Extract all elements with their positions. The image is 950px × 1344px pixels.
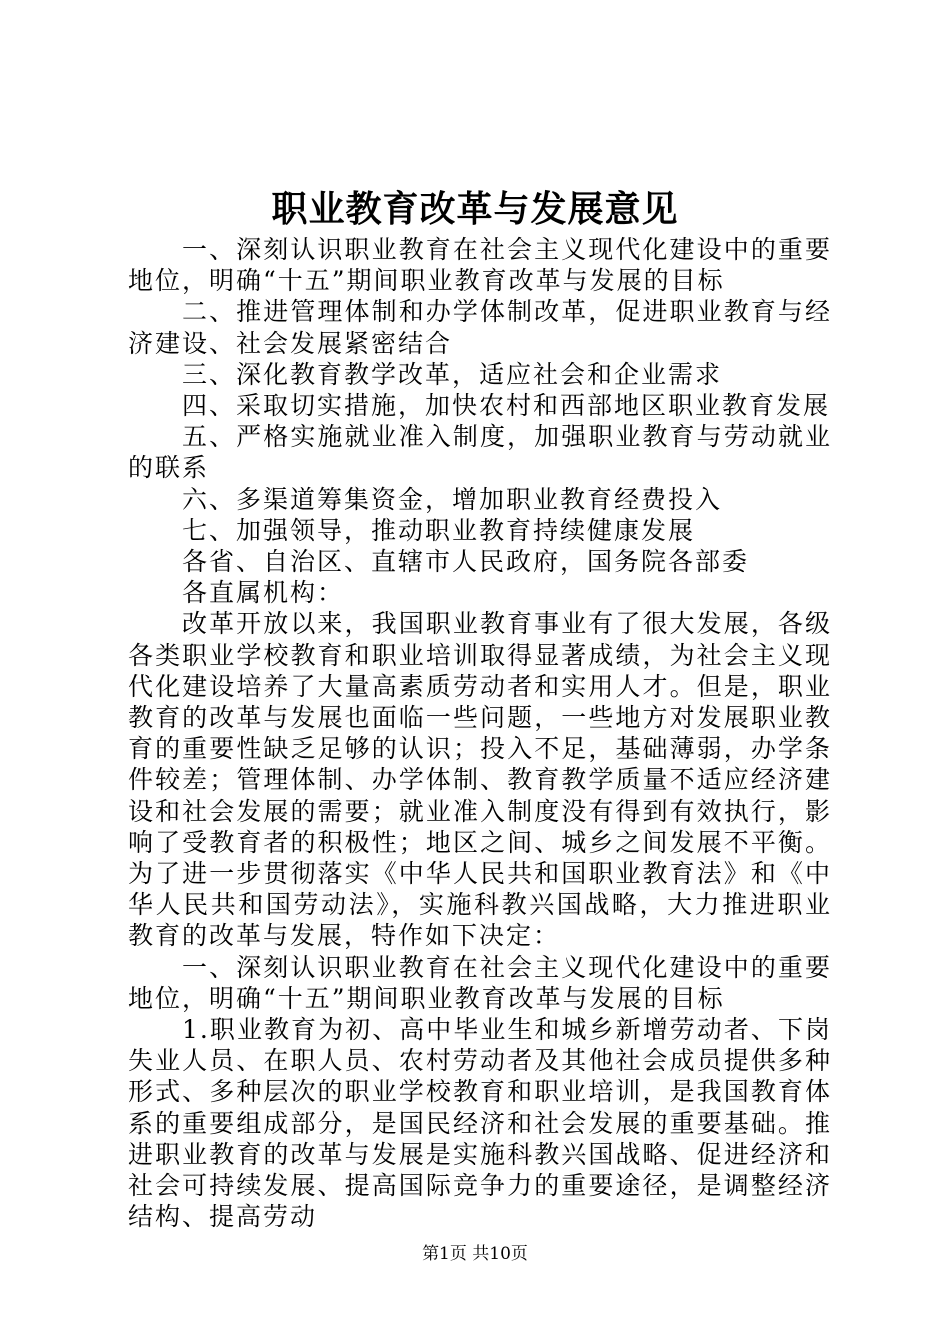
document-title: 职业教育改革与发展意见 bbox=[271, 188, 679, 230]
paragraph-addressees: 各省、自治区、直辖市人民政府，国务院各部委 bbox=[182, 547, 750, 577]
paragraph-item-1: 1.职业教育为初、高中毕业生和城乡新增劳动者、下岗失业人员、在职人员、农村劳动者及其他社会成员提供多种形式、多种层次的职业学校教育和职业培训，是我国教育体系的重要组成部分，是国民经济和社会发展的重要基础。推进职业教育的改革与发展是实施科教兴国战略、促进经济和社会可持续发展、提高国际竞争力的重要途径，是调整经济结构、提高劳动 bbox=[128, 1015, 832, 1232]
paragraph-introduction: 改革开放以来，我国职业教育事业有了很大发展，各级各类职业学校教育和职业培训取得显著成绩，为社会主义现代化建设培养了大量高素质劳动者和实用人才。但是，职业教育的改革与发展也面临一些问题，一些地方对发展职业教育的重要性缺乏足够的认识；投入不足，基础薄弱，办学条件较差；管理体制、办学体制、教育教学质量不适应经济建设和社会发展的需要；就业准入制度没有得到有效执行，影响了受教育者的积极性；地区之间、城乡之间发展不平衡。为了进一步贯彻落实《中华人民共和国职业教育法》和《中华人民共和国劳动法》，实施科教兴国战略，大力推进职业教育的改革与发展，特作如下决定： bbox=[128, 609, 832, 951]
page-number-footer: 第1页 共10页 bbox=[422, 1244, 528, 1264]
paragraph-section-1-heading: 一、深刻认识职业教育在社会主义现代化建设中的重要地位，明确“十五”期间职业教育改革与发展的目标 bbox=[128, 235, 832, 296]
paragraph-section-3-heading: 三、深化教育教学改革，适应社会和企业需求 bbox=[182, 359, 723, 389]
paragraph-section-2-heading: 二、推进管理体制和办学体制改革，促进职业教育与经济建设、社会发展紧密结合 bbox=[128, 297, 832, 358]
paragraph-section-5-heading: 五、严格实施就业准入制度，加强职业教育与劳动就业的联系 bbox=[128, 422, 832, 483]
paragraph-section-4-heading: 四、采取切实措施，加快农村和西部地区职业教育发展 bbox=[182, 391, 831, 421]
paragraph-section-7-heading: 七、加强领导，推动职业教育持续健康发展 bbox=[182, 515, 696, 545]
paragraph-section-1-title: 一、深刻认识职业教育在社会主义现代化建设中的重要地位，明确“十五”期间职业教育改革与发展的目标 bbox=[128, 952, 832, 1013]
paragraph-addressees-continued: 各直属机构： bbox=[182, 578, 345, 608]
paragraph-section-6-heading: 六、多渠道筹集资金，增加职业教育经费投入 bbox=[182, 484, 723, 514]
document-body bbox=[128, 234, 832, 1233]
